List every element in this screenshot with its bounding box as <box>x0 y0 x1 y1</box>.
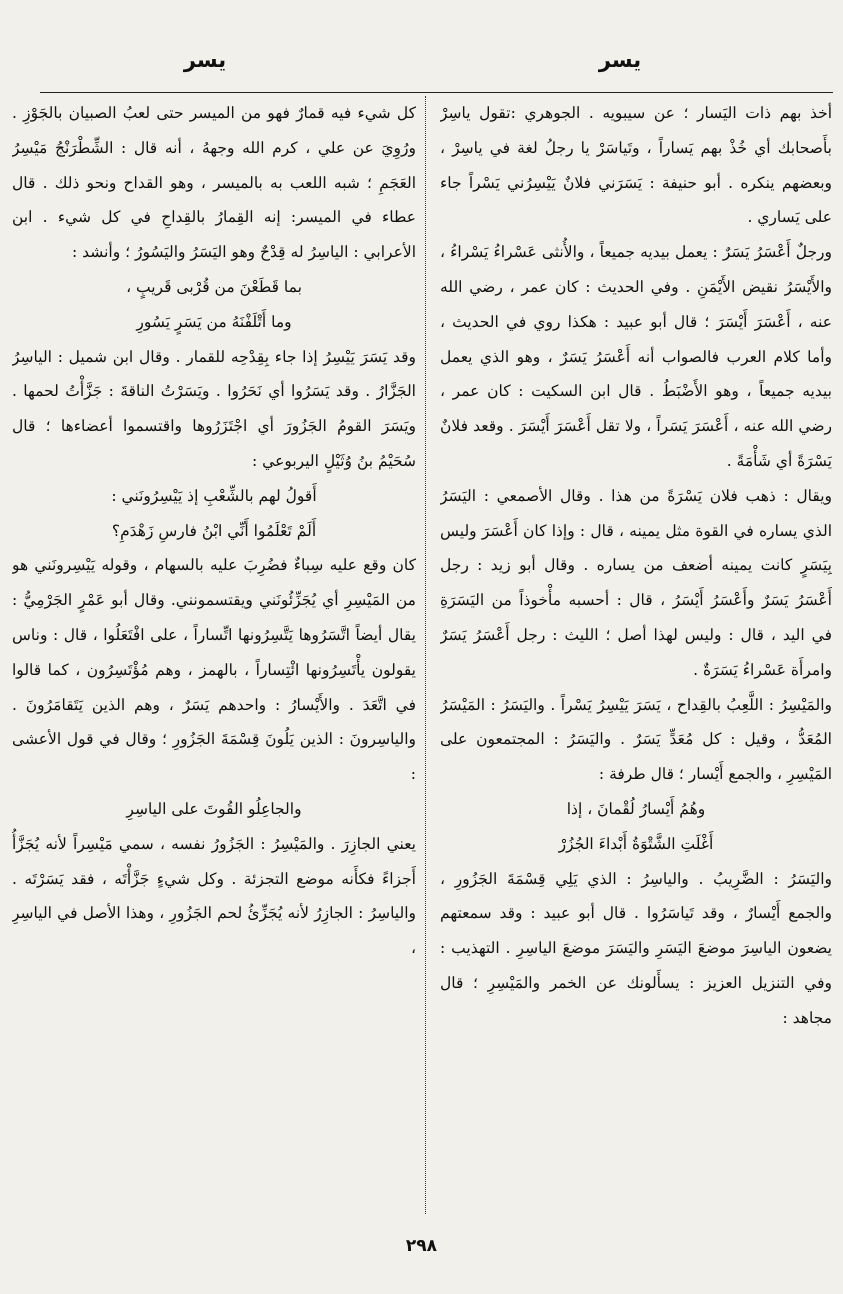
paragraph: أخذ بهم ذات اليَسار ؛ عن سيبويه . الجوهري :تقول ياسِرْ بأَصحابك أي خُذْ بهم يَساراً ، وتَياسَرْ يا رجلُ لغة في ياسِرْ ، وبعضهم ينكره . أبو حنيفة : يَسَرَني فلانٌ يَيْسِرُني يَسْراً جاء على يَساري . <box>440 104 832 227</box>
verse-line: أَلَمْ تَعْلَمُوا أَنِّي ابْنُ فارسِ زَهْدَمِ؟ <box>111 521 317 540</box>
paragraph: يعني الجازِرَ . والمَيْسِرُ : الجَزُورُ نفسه ، سمي مَيْسِراً لأنه يُجَزَّأُ أَجزاءً فكأَنه موضع التجزئة . وكل شيءٍ جَزَّأْتَه ، فقد يَسَرْتَه . والياسِرُ : الجازِرُ لأنه يُجَزِّئُ لحم الجَزُورِ ، وهذا الأصل في الياسِرِ ، <box>12 834 416 958</box>
paragraph: وقد يَسَرَ يَيْسِرُ إذا جاء بِقِدْحِه للقمار . وقال ابن شميل : الياسِرُ الجَزَّارُ . وقد يَسَرُوا أي نَحَرُوا . ويَسَرْتُ الناقةَ : جَزَّأْتُ لحمها . ويَسَرَ القومُ الجَزُورَ أي اجْتَزَرُوها واقتسموا أعضاءها ؛ قال سُحَيْمُ بنُ وُثَيْلٍ اليربوعي : <box>12 347 416 470</box>
paragraph: ويقال : ذهب فلان يَسْرَةً من هذا . وقال الأصمعي : اليَسَرُ الذي يساره في القوة مثل يمينه ، قال : وإذا كان أَعْسَرَ وليس بِيَسَرٍ كانت يمينه أضعف من يساره . وقال أبو زيد : رجل أَعْسَرُ يَسَرٌ وأَعْسَرُ أَيْسَرُ ، قال : أحسبه مأْخوذاً من اليَسَرَةِ في اليد ، قال : وليس لهذا أصل ؛ الليث : رجل أَعْسَرُ يَسَرٌ وامرأَة عَسْراءُ يَسَرَةٌ . <box>440 486 832 679</box>
verse-line: بما قَطَعْنَ من قُرْبى قَريبٍ ، <box>126 277 302 296</box>
paragraph: والمَيْسِرُ : اللَّعِبُ بالقِداح ، يَسَرَ يَيْسِرُ يَسْراً . واليَسَرُ : المَيْسَرُ المُعَدُّ ، وقيل : كل مُعَدٍّ يَسَرٌ . واليَسَرُ : المجتمعون على المَيْسِرِ ، والجمع أَيْسار ؛ قال طرفة : <box>440 695 832 784</box>
verse-line: وهُمُ أَيْسارُ لُقْمانَ ، إذا <box>566 799 706 818</box>
running-header-left: يسر <box>183 48 227 72</box>
running-header-right: يسر <box>598 48 642 72</box>
left-column <box>12 96 416 1226</box>
paragraph: كان وقع عليه سِباءٌ فضُرِبَ عليه بالسهام ، وقوله يَيْسِرونَني هو من المَيْسِرِ أي يُجَزِّئُونَني ويقتسمونني. وقال أبو عَمْرٍ الجَرْمِيُّ : يقال أيضاً اتَّسَرُوها يَتَّسِرُونها اتِّساراً ، على افْتَعَلُوا ، قال : وناس يقولون يأْتَسِرُونها ائْتِساراً ، بالهمز ، وهم مُؤْتَسِرُون ، كما قالوا في اتَّعَدَ . والأَيْسارُ : واحدهم يَسَرٌ ، وهم الذين يَتَقامَرُونَ . والياسِرونَ : الذين يَلُونَ قِسْمَةَ الجَزُورِ ؛ وقال في قول الأعشى : <box>12 556 416 784</box>
header-rule <box>40 92 833 93</box>
paragraph: كل شيء فيه قمارٌ فهو من الميسر حتى لعبُ الصبيان بالجَوْزِ . ورُوِيَ عن علي ، كرم الله وجههُ ، أنه قال : الشِّطْرَنْجُ مَيْسِرُ العَجَمِ ؛ شبه اللعب به بالميسر ، وهو القداح ونحو ذلك . قال عطاء في الميسر: إنه القِمارُ بالقِداحِ في كل شيء . ابن الأعرابي : الياسِرُ له قِدْحٌ وهو اليَسَرُ واليَسُورُ ؛ وأنشد : <box>12 104 416 262</box>
verse-line: أَقولُ لهم بالشِّعْبِ إذ يَيْسِرُونَني : <box>111 486 317 505</box>
verse-line: أَغْلَتِ الشَّتْوَةُ أَبْداءَ الجُزُرْ <box>558 834 714 853</box>
paragraph: واليَسَرُ : الضَّرِيبُ . والياسِرُ : الذي يَلِي قِسْمَةَ الجَزُورِ ، والجمع أَيْسارٌ ، وقد تَياسَرُوا . قال أبو عبيد : وقد سمعتهم يضعون الياسِرَ موضعَ اليَسَرِ واليَسَرَ موضعَ الياسِرِ . التهذيب : وفي التنزيل العزيز : يسأَلونك عن الخمر والمَيْسِرِ ؛ قال مجاهد : <box>440 869 832 1027</box>
page-number: ٢٩٨ <box>405 1236 438 1256</box>
column-divider <box>425 96 426 1214</box>
paragraph: ورجلٌ أَعْسَرُ يَسَرٌ : يعمل بيديه جميعاً ، والأُنثى عَسْراءُ يَسْراءُ ، والأَيْسَرُ نقيض الأَيْمَنِ . وفي الحديث : كان عمر ، رضي الله عنه ، أَعْسَرَ أَيْسَرَ ؛ قال أبو عبيد : هكذا روي في الحديث ، وأما كلام العرب فالصواب أنه أَعْسَرُ يَسَرٌ ، وهو الذي يعمل بيديه جميعاً ، وهو الأَضْبَطُ . قال ابن السكيت : كان عمر ، رضي الله عنه ، أَعْسَرَ يَسَراً ، ولا تقل أَعْسَرَ أَيْسَرَ . وقعد فلانٌ يَسْرَةً أي شَأْمَةً . <box>440 243 832 470</box>
verse-line: وما أَتْلَفْنَهُ من يَسَرٍ يَسُورِ <box>136 312 292 331</box>
verse-line: والجاعِلُو القُوتَ على الياسِرِ <box>126 799 302 818</box>
right-column <box>440 96 832 1226</box>
